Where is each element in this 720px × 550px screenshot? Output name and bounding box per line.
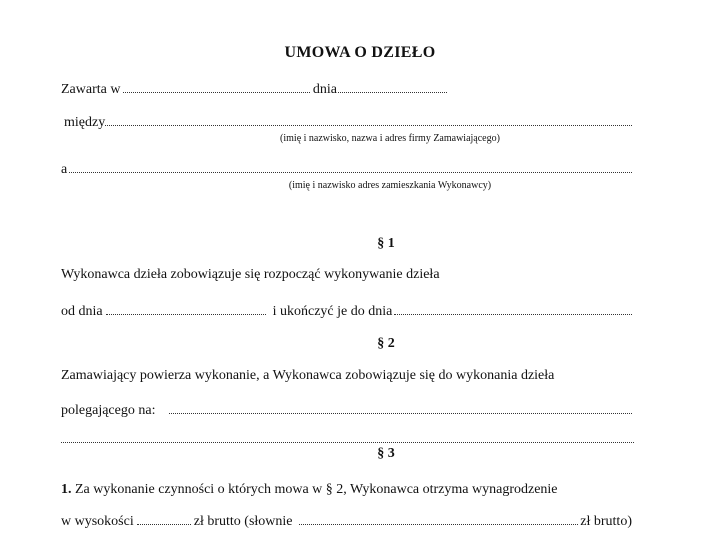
label-od-dnia: od dnia bbox=[61, 304, 103, 319]
section-1-heading: § 1 bbox=[377, 236, 395, 251]
label-zl-brutto-end: zł brutto) bbox=[580, 514, 632, 529]
start-date-field[interactable] bbox=[106, 302, 266, 315]
amount-field[interactable] bbox=[137, 512, 191, 525]
document-title: UMOWA O DZIEŁO bbox=[284, 44, 436, 61]
label-zl-brutto: zł brutto (słownie bbox=[193, 514, 293, 529]
label-zawarta: Zawarta w bbox=[61, 82, 121, 97]
work-description-field-2[interactable] bbox=[61, 430, 634, 443]
section-3-heading: § 3 bbox=[377, 446, 395, 461]
label-dnia: dnia bbox=[312, 82, 337, 97]
contractor-field[interactable] bbox=[69, 160, 632, 173]
work-description-field[interactable] bbox=[169, 401, 632, 414]
between-line bbox=[64, 113, 634, 131]
date-field[interactable] bbox=[338, 80, 447, 93]
s2-line2 bbox=[61, 401, 634, 419]
s2-line1: Zamawiający powierza wykonanie, a Wykonawca zobowiązuje się do wykonania dzieła bbox=[61, 368, 555, 383]
end-date-field[interactable] bbox=[394, 302, 632, 315]
place-field[interactable] bbox=[123, 80, 309, 93]
s1-line1: Wykonawca dzieła zobowiązuje się rozpocząć wykonywanie dzieła bbox=[61, 267, 440, 282]
label-a: a bbox=[61, 162, 68, 177]
s3-amount-line bbox=[61, 512, 632, 530]
section-2-heading: § 2 bbox=[377, 336, 395, 351]
contractor-caption: (imię i nazwisko adres zamieszkania Wykonawcy) bbox=[288, 180, 492, 191]
item-number: 1. bbox=[61, 482, 72, 497]
s1-dates-line bbox=[61, 302, 634, 320]
s3-text: Za wykonanie czynności o których mowa w § 2, Wykonawca otrzyma wynagrodzenie bbox=[71, 482, 558, 497]
label-ukonczyc: i ukończyć je do dnia bbox=[272, 304, 393, 319]
s3-line1 bbox=[61, 482, 634, 500]
place-date-line bbox=[61, 80, 450, 98]
label-polegajacego: polegającego na: bbox=[61, 403, 156, 418]
label-wysokosci: w wysokości bbox=[61, 514, 134, 529]
client-field[interactable] bbox=[105, 113, 632, 126]
label-miedzy: między bbox=[64, 115, 106, 130]
contractor-line bbox=[61, 160, 634, 178]
client-caption: (imię i nazwisko, nazwa i adres firmy Zamawiającego) bbox=[280, 133, 500, 144]
amount-words-field[interactable] bbox=[299, 512, 579, 525]
